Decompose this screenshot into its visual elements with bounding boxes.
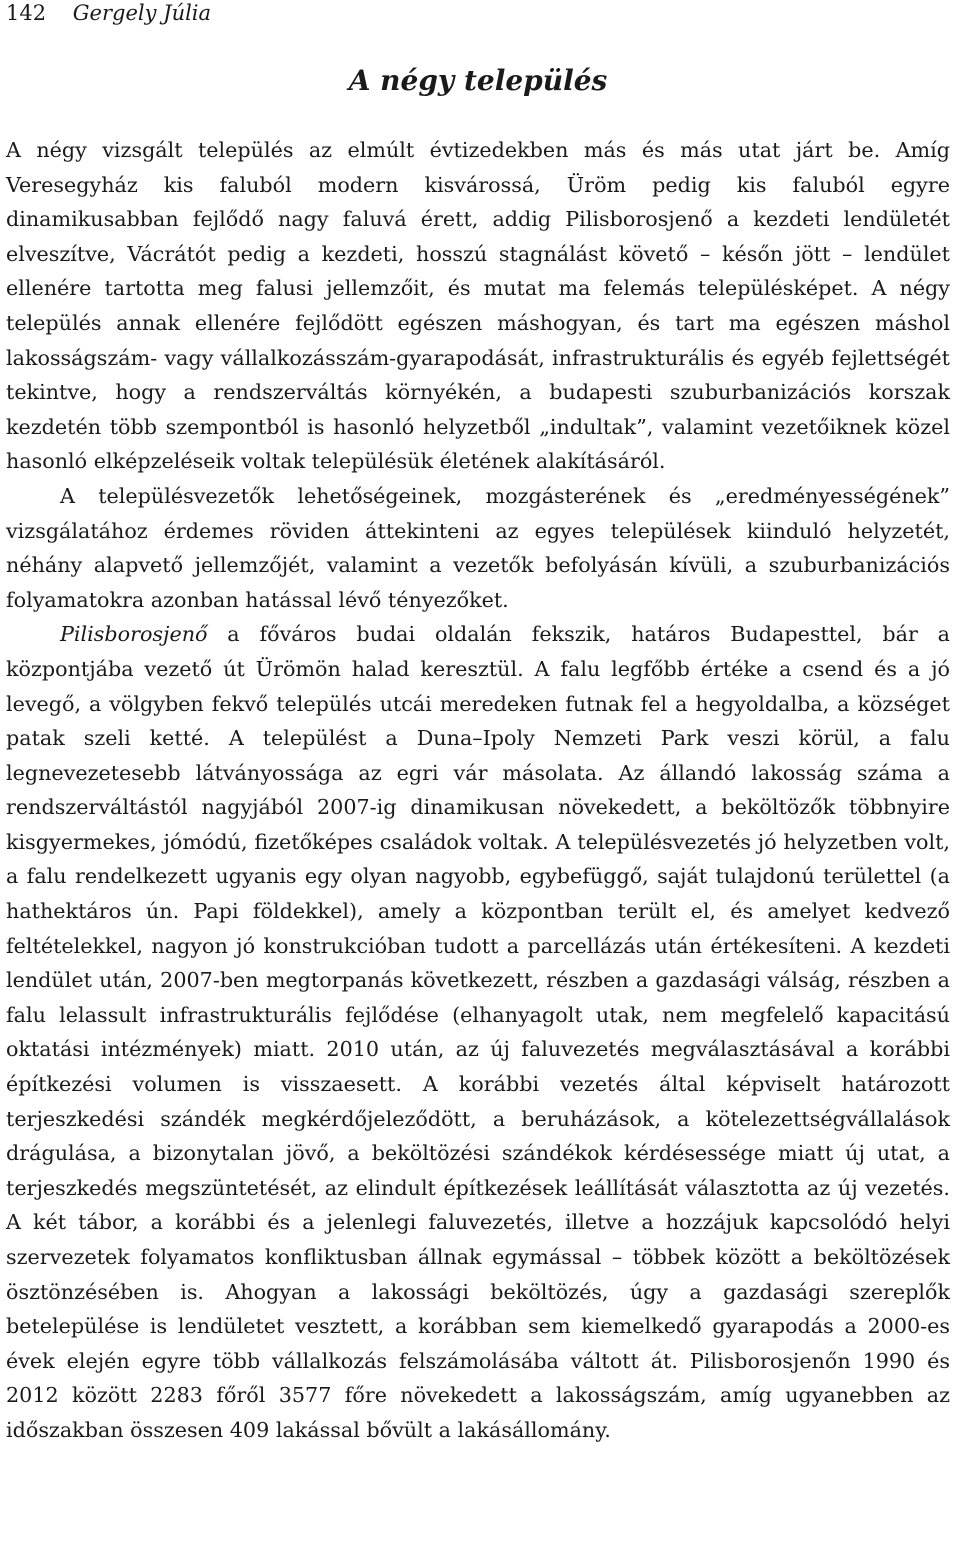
page-number: 142 <box>6 1 47 25</box>
running-header-author: Gergely Júlia <box>72 1 212 25</box>
paragraph-3-text: a főváros budai oldalán fekszik, határos Budapesttel, bár a központjába vezető út Ürömön halad keresztül. A falu legfőbb értéke a csend és a jó levegő, a völgyben fekvő település utcái meredeken futnak fel a hegyoldalba, a községet patak szeli ketté. A települést a Duna–Ipoly Nemzeti Park veszi körül, a falu legnevezetesebb látványossága az egri vár másolata. Az állandó lakosság száma a rendszerváltástól nagyjából 2007-ig dinamikusan növekedett, a beköltözők többnyire kisgyermekes, jómódú, fizetőképes családok voltak. A településvezetés jó helyzetben volt, a falu rendelkezett ugyanis egy olyan nagyobb, egybefüggő, saját tulajdonú területtel (a hathektáros ún. Papi földekkel), amely a központban terült el, és amelyet kedvező feltételekkel, nagyon jó konstrukcióban tudott a parcellázás után értékesíteni. A kezdeti lendület után, 2007-ben megtorpanás következett, részben a gazdasági válság, részben a falu lelassult infrastrukturális fejlődése (elhanyagolt utak, nem megfelelő kapacitású oktatási intézmények) miatt. 2010 után, az új faluvezetés megválasztásával a korábbi építkezési volumen is visszaesett. A korábbi vezetés által képviselt határozott terjeszkedési szándék megkérdőjeleződött, a beruházások, a kötelezettségvállalások drágulása, a bizonytalan jövő, a beköltözési szándékok kérdésessége miatt új utat, a terjeszkedés megszüntetését, az elindult építkezések leállítását választotta az új vezetés. A két tábor, a korábbi és a jelenlegi faluvezetés, illetve a hozzájuk kapcsolódó helyi szervezetek folyamatos konfliktusban állnak egymással – többek között a beköltözések ösztönzésében is. Ahogyan a lakossági beköltözés, úgy a gazdasági szereplők betelepülése is lendületet vesztett, a korábban sem kiemelkedő gyarapodás a 2000-es évek elején egyre több vállalkozás felszámolásába váltott át. Pilisborosjenőn 1990 és 2012 között 2283 főről 3577 főre növekedett a lakosságszám, amíg ugyanebben az időszakban összesen 409 lakással bővült a lakásállomány. <box>6 622 950 1442</box>
paragraph-3 <box>6 617 950 1447</box>
paragraph-2: A településvezetők lehetőségeinek, mozgásterének és „eredményességének” vizsgálatához érdemes röviden áttekinteni az egyes települések kiinduló helyzetét, néhány alapvető jellemzőjét, valamint a vezetők befolyásán kívüli, a szuburbanizációs folyamatokra azonban hatással lévő tényezőket. <box>6 483 950 612</box>
document-page <box>6 0 950 1549</box>
paragraph-1: A négy vizsgált település az elmúlt évtizedekben más és más utat járt be. Amíg Veresegyház kis faluból modern kisvárossá, Üröm pedig kis faluból egyre dinamikusabban fejlődő nagy faluvá érett, addig Pilisborosjenő a kezdeti lendületét elveszítve, Vácrátót pedig a kezdeti, hosszú stagnálást követő – későn jött – lendület ellenére tartotta meg falusi jellemzőit, és mutat ma felemás településképet. A négy település annak ellenére fejlődött egészen máshogyan, és tart ma egészen máshol lakosságszám- vagy vállalkozásszám-gyarapodását, infrastrukturális és egyéb fejlettségét tekintve, hogy a rendszerváltás környékén, a budapesti szuburbanizációs korszak kezdetén több szempontból is hasonló helyzetből „indultak”, valamint vezetőiknek közel hasonló elképzeléseik voltak településük életének alakításáról. <box>6 138 950 474</box>
section-title: A négy település <box>348 64 608 97</box>
place-name-pilisborosjeno: Pilisborosjenő <box>60 622 208 647</box>
running-header <box>6 0 211 26</box>
body-text <box>6 133 950 1448</box>
